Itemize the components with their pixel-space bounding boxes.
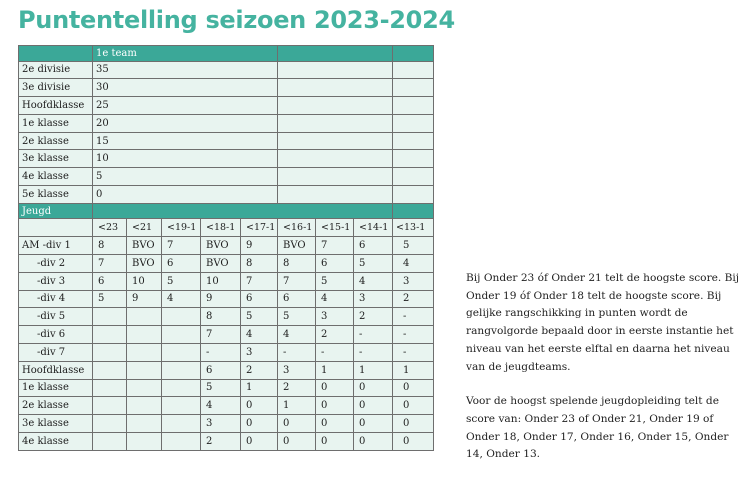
points-value: - — [354, 343, 393, 361]
empty-cell — [278, 168, 393, 186]
points-value: 2 — [278, 379, 316, 397]
points-value: 0 — [316, 432, 354, 450]
empty-cell — [278, 97, 393, 115]
page-title: Puntentelling seizoen 2023-2024 — [18, 6, 455, 34]
empty-cell — [393, 79, 434, 97]
section-header-first-team — [19, 46, 434, 62]
points-value: 1 — [278, 397, 316, 415]
points-value: 2 — [316, 326, 354, 344]
note-paragraph: Voor de hoogst spelende jeugdopleiding telt de score van: Onder 23 of Onder 21, Onder 19 of Onder 18, Onder 17, Onder 16, Onder 15, Onder 14, Onder 13. — [466, 395, 729, 461]
points-value — [127, 379, 162, 397]
points-value — [127, 343, 162, 361]
points-value: 8 — [241, 254, 278, 272]
points-value: - — [393, 326, 434, 344]
table-row — [19, 254, 434, 272]
row-label: 2e divisie — [19, 61, 93, 79]
points-value: 8 — [93, 237, 127, 255]
points-value: 7 — [278, 272, 316, 290]
points-value: 35 — [93, 61, 278, 79]
table-row — [19, 132, 434, 150]
table-row — [19, 361, 434, 379]
table-row — [19, 397, 434, 415]
points-value: 0 — [393, 397, 434, 415]
points-value: 3 — [354, 290, 393, 308]
points-value: 0 — [354, 415, 393, 433]
row-label: 1e klasse — [19, 379, 93, 397]
empty-cell — [278, 61, 393, 79]
points-value: 10 — [201, 272, 241, 290]
points-value: 7 — [162, 237, 201, 255]
points-value: 4 — [241, 326, 278, 344]
points-value: 0 — [354, 379, 393, 397]
points-value: 6 — [93, 272, 127, 290]
row-label: 3e divisie — [19, 79, 93, 97]
table-row — [19, 326, 434, 344]
column-header: <14-1 — [354, 219, 393, 237]
points-value: 1 — [393, 361, 434, 379]
points-value: 0 — [354, 397, 393, 415]
row-label: 2e klasse — [19, 132, 93, 150]
points-value: 0 — [278, 432, 316, 450]
points-value: 0 — [393, 379, 434, 397]
empty-cell — [393, 168, 434, 186]
points-value — [93, 432, 127, 450]
points-value: 15 — [93, 132, 278, 150]
points-value: 0 — [93, 186, 278, 204]
points-value: 0 — [393, 432, 434, 450]
table-row — [19, 432, 434, 450]
points-value: 6 — [354, 237, 393, 255]
points-value: 5 — [241, 308, 278, 326]
points-value: 0 — [278, 415, 316, 433]
empty-cell — [393, 186, 434, 204]
points-value — [93, 415, 127, 433]
points-value — [162, 379, 201, 397]
points-value: BVO — [127, 254, 162, 272]
points-value: BVO — [201, 254, 241, 272]
table-row — [19, 379, 434, 397]
points-value: 4 — [278, 326, 316, 344]
points-value: 25 — [93, 97, 278, 115]
points-value: 4 — [201, 397, 241, 415]
points-value: 7 — [93, 254, 127, 272]
points-value: 3 — [278, 361, 316, 379]
column-header-row — [19, 219, 434, 237]
column-header: <17-1 — [241, 219, 278, 237]
empty-cell — [393, 97, 434, 115]
section-label: 1e team — [93, 46, 278, 62]
row-label: -div 3 — [19, 272, 93, 290]
points-value: 4 — [162, 290, 201, 308]
points-value: 6 — [278, 290, 316, 308]
table-row — [19, 114, 434, 132]
points-value: 0 — [241, 397, 278, 415]
points-value: 0 — [354, 432, 393, 450]
points-value: - — [393, 343, 434, 361]
points-value: 3 — [201, 415, 241, 433]
points-value: - — [201, 343, 241, 361]
row-label: Hoofdklasse — [19, 97, 93, 115]
points-value — [127, 326, 162, 344]
empty-cell — [393, 150, 434, 168]
points-value: 10 — [93, 150, 278, 168]
row-label: 3e klasse — [19, 415, 93, 433]
column-header: <21 — [127, 219, 162, 237]
points-value: 5 — [393, 237, 434, 255]
points-value: 5 — [93, 290, 127, 308]
table-row — [19, 308, 434, 326]
points-value: 3 — [316, 308, 354, 326]
points-value — [127, 432, 162, 450]
points-value: 5 — [278, 308, 316, 326]
points-value: 0 — [316, 397, 354, 415]
row-label: 3e klasse — [19, 150, 93, 168]
points-value — [93, 397, 127, 415]
points-value: 9 — [201, 290, 241, 308]
points-value: 7 — [201, 326, 241, 344]
row-label: 1e klasse — [19, 114, 93, 132]
points-value — [127, 308, 162, 326]
points-value — [162, 432, 201, 450]
points-value — [162, 415, 201, 433]
table-row — [19, 61, 434, 79]
points-value — [162, 361, 201, 379]
points-value: 3 — [241, 343, 278, 361]
column-header: <15-1 — [316, 219, 354, 237]
table-row — [19, 168, 434, 186]
row-label: Hoofdklasse — [19, 361, 93, 379]
row-label: -div 5 — [19, 308, 93, 326]
points-value: BVO — [201, 237, 241, 255]
section-spacer — [393, 203, 434, 219]
empty-cell — [19, 219, 93, 237]
points-value: 4 — [393, 254, 434, 272]
row-label: AM -div 1 — [19, 237, 93, 255]
table-row — [19, 290, 434, 308]
points-value: - — [354, 326, 393, 344]
column-header: <23 — [93, 219, 127, 237]
points-value — [93, 343, 127, 361]
points-value — [162, 308, 201, 326]
points-value: - — [316, 343, 354, 361]
points-value — [162, 326, 201, 344]
column-header: <16-1 — [278, 219, 316, 237]
points-value — [93, 326, 127, 344]
points-value: 6 — [316, 254, 354, 272]
empty-cell — [393, 132, 434, 150]
points-value — [162, 397, 201, 415]
points-table — [18, 45, 434, 451]
row-label: 4e klasse — [19, 432, 93, 450]
table-row — [19, 272, 434, 290]
empty-cell — [393, 114, 434, 132]
column-header: <18-1 — [201, 219, 241, 237]
section-spacer — [19, 46, 93, 62]
points-value: 1 — [354, 361, 393, 379]
points-value — [162, 343, 201, 361]
empty-cell — [278, 186, 393, 204]
section-header-youth — [19, 203, 434, 219]
points-value — [127, 361, 162, 379]
row-label: 2e klasse — [19, 397, 93, 415]
section-spacer — [393, 46, 434, 62]
points-value: 6 — [241, 290, 278, 308]
row-label: -div 2 — [19, 254, 93, 272]
points-value: 8 — [278, 254, 316, 272]
points-value: 7 — [316, 237, 354, 255]
points-value: 0 — [393, 415, 434, 433]
points-value: 30 — [93, 79, 278, 97]
points-value: - — [278, 343, 316, 361]
section-spacer — [93, 203, 393, 219]
column-header: <13-1 — [393, 219, 434, 237]
points-value: 0 — [241, 432, 278, 450]
points-value: 0 — [316, 415, 354, 433]
table-row — [19, 97, 434, 115]
points-value: 2 — [393, 290, 434, 308]
empty-cell — [278, 132, 393, 150]
points-value — [127, 397, 162, 415]
section-label: Jeugd — [19, 203, 93, 219]
table-row — [19, 343, 434, 361]
row-label: -div 4 — [19, 290, 93, 308]
points-value: 5 — [93, 168, 278, 186]
points-value — [93, 308, 127, 326]
points-value: 0 — [316, 379, 354, 397]
points-value: 5 — [201, 379, 241, 397]
points-value: 4 — [316, 290, 354, 308]
row-label: -div 6 — [19, 326, 93, 344]
points-value: 10 — [127, 272, 162, 290]
points-value: 7 — [241, 272, 278, 290]
note-paragraph: Bij Onder 23 óf Onder 21 telt de hoogste score. Bij Onder 19 óf Onder 18 telt de hoogste score. Bij gelijke rangschikking in punten wordt de rangvolgorde bepaald door in eerste instantie het niveau van het eerste elftal en daarna het niveau van de jeugdteams. — [466, 272, 740, 373]
points-value: 2 — [241, 361, 278, 379]
points-value: 9 — [127, 290, 162, 308]
points-value: BVO — [278, 237, 316, 255]
table-row — [19, 150, 434, 168]
points-value — [93, 379, 127, 397]
points-value: 5 — [162, 272, 201, 290]
points-value: 6 — [201, 361, 241, 379]
points-value: 1 — [241, 379, 278, 397]
empty-cell — [393, 61, 434, 79]
points-value: 9 — [241, 237, 278, 255]
notes-panel — [466, 270, 746, 464]
points-value: - — [393, 308, 434, 326]
empty-cell — [278, 79, 393, 97]
column-header: <19-1 — [162, 219, 201, 237]
table-row — [19, 79, 434, 97]
points-value: 4 — [354, 272, 393, 290]
row-label: 5e klasse — [19, 186, 93, 204]
table-row — [19, 186, 434, 204]
points-value: 6 — [162, 254, 201, 272]
section-spacer — [278, 46, 393, 62]
points-value: 20 — [93, 114, 278, 132]
points-value: 3 — [393, 272, 434, 290]
points-value: 5 — [354, 254, 393, 272]
points-value: 8 — [201, 308, 241, 326]
points-value: 0 — [241, 415, 278, 433]
empty-cell — [278, 114, 393, 132]
points-value — [127, 415, 162, 433]
points-value — [93, 361, 127, 379]
table-row — [19, 415, 434, 433]
points-value: 1 — [316, 361, 354, 379]
points-value: 2 — [201, 432, 241, 450]
empty-cell — [278, 150, 393, 168]
row-label: 4e klasse — [19, 168, 93, 186]
points-value: 5 — [316, 272, 354, 290]
row-label: -div 7 — [19, 343, 93, 361]
points-value: 2 — [354, 308, 393, 326]
points-value: BVO — [127, 237, 162, 255]
table-row — [19, 237, 434, 255]
